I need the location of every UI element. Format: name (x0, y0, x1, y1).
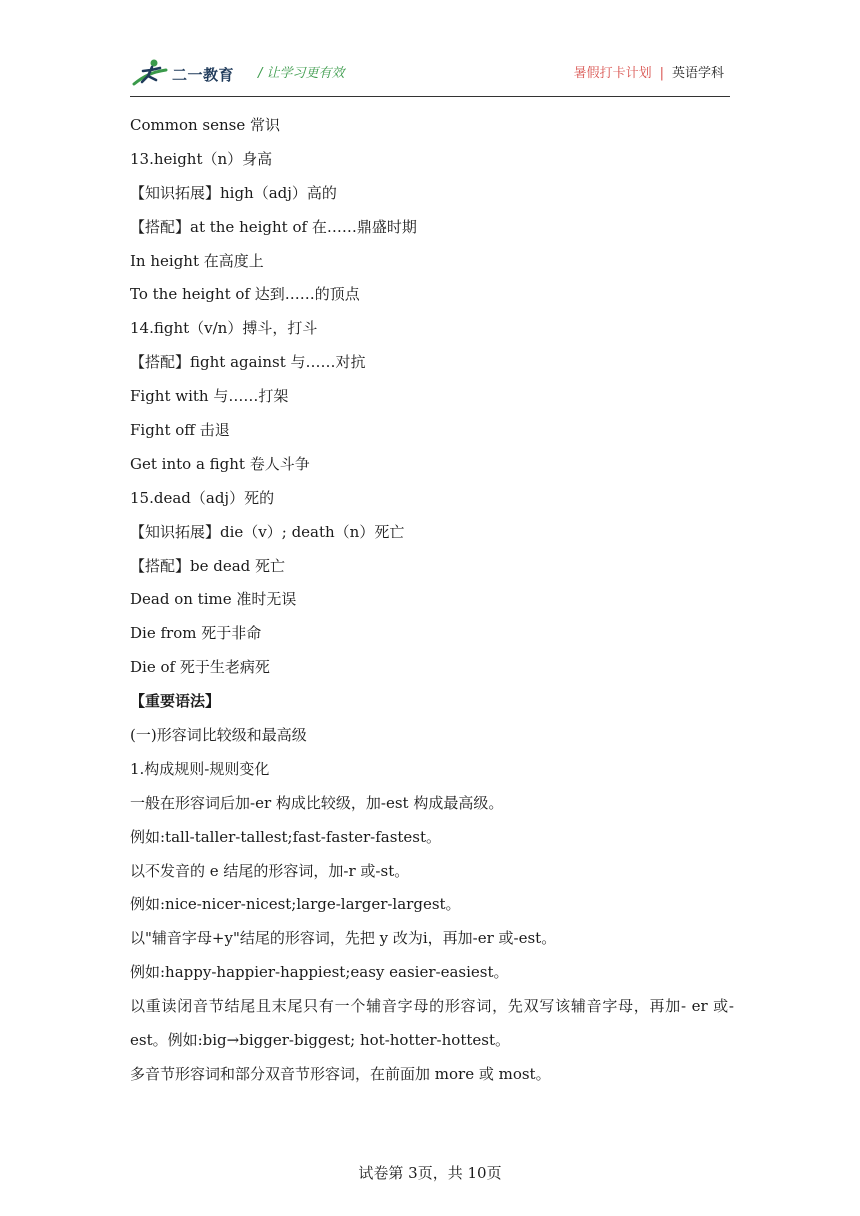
text-line: Die of 死于生老病死 (130, 658, 270, 677)
logo-text: 二一教育 (172, 66, 235, 84)
text-line: 1.构成规则-规则变化 (130, 759, 270, 778)
header-right (574, 62, 724, 81)
text-line: Dead on time 准时无误 (130, 590, 297, 609)
text-line: Common sense 常识 (130, 116, 280, 134)
text-line: 以不发音的 e 结尾的形容词，加-r 或-st。 (130, 861, 410, 880)
page-footer: 试卷第 3页，共 10页 (358, 1164, 502, 1182)
document-body (130, 109, 734, 1092)
text-line: 以重读闭音节结尾且末尾只有一个辅音字母的形容词，先双写该辅音字母，再加- er 或-est。例如:big→bigger-biggest; hot-hotter-hottest。 (130, 997, 734, 1050)
text-line: 【知识拓展】high（adj）高的 (130, 183, 337, 202)
text-line: Get into a fight 卷人斗争 (130, 454, 310, 473)
header-divider (130, 96, 730, 97)
text-line: 【搭配】fight against 与……对抗 (130, 353, 366, 372)
text-line: 14.fight（v/n）搏斗，打斗 (130, 319, 318, 338)
slogan: / 让学习更有效 (258, 66, 345, 81)
text-line: 例如:happy-happier-happiest;easy easier-easiest。 (130, 963, 509, 982)
text-line: (一)形容词比较级和最高级 (130, 726, 307, 745)
plan-label: 暑假打卡计划 (573, 66, 652, 81)
section-heading: 【重要语法】 (130, 692, 221, 711)
text-line: 【搭配】be dead 死亡 (130, 556, 286, 575)
text-line: 多音节形容词和部分双音节形容词，在前面加 more 或 most。 (130, 1064, 551, 1083)
page-header (130, 54, 730, 94)
text-line: Fight with 与……打架 (130, 387, 289, 406)
text-line: To the height of 达到……的顶点 (130, 285, 360, 304)
text-line: 一般在形容词后加-er 构成比较级，加-est 构成最高级。 (130, 793, 504, 812)
text-line: 以"辅音字母+y"结尾的形容词，先把 y 改为i，再加-er 或-est。 (130, 929, 557, 948)
text-line: 例如:nice-nicer-nicest;large-larger-largest。 (130, 895, 461, 914)
subject-label: 英语学科 (671, 66, 724, 81)
text-line: Die from 死于非命 (130, 624, 262, 643)
text-line: 例如:tall-taller-tallest;fast-faster-fastest。 (130, 827, 442, 846)
text-line: 15.dead（adj）死的 (130, 488, 275, 507)
text-line: 【知识拓展】die（v）; death（n）死亡 (130, 522, 405, 541)
text-line: In height 在高度上 (130, 251, 264, 270)
text-line: Fight off 击退 (130, 421, 230, 440)
header-separator: | (659, 66, 664, 81)
text-line: 13.height（n）身高 (130, 149, 273, 168)
text-line: 【搭配】at the height of 在……鼎盛时期 (130, 217, 417, 236)
